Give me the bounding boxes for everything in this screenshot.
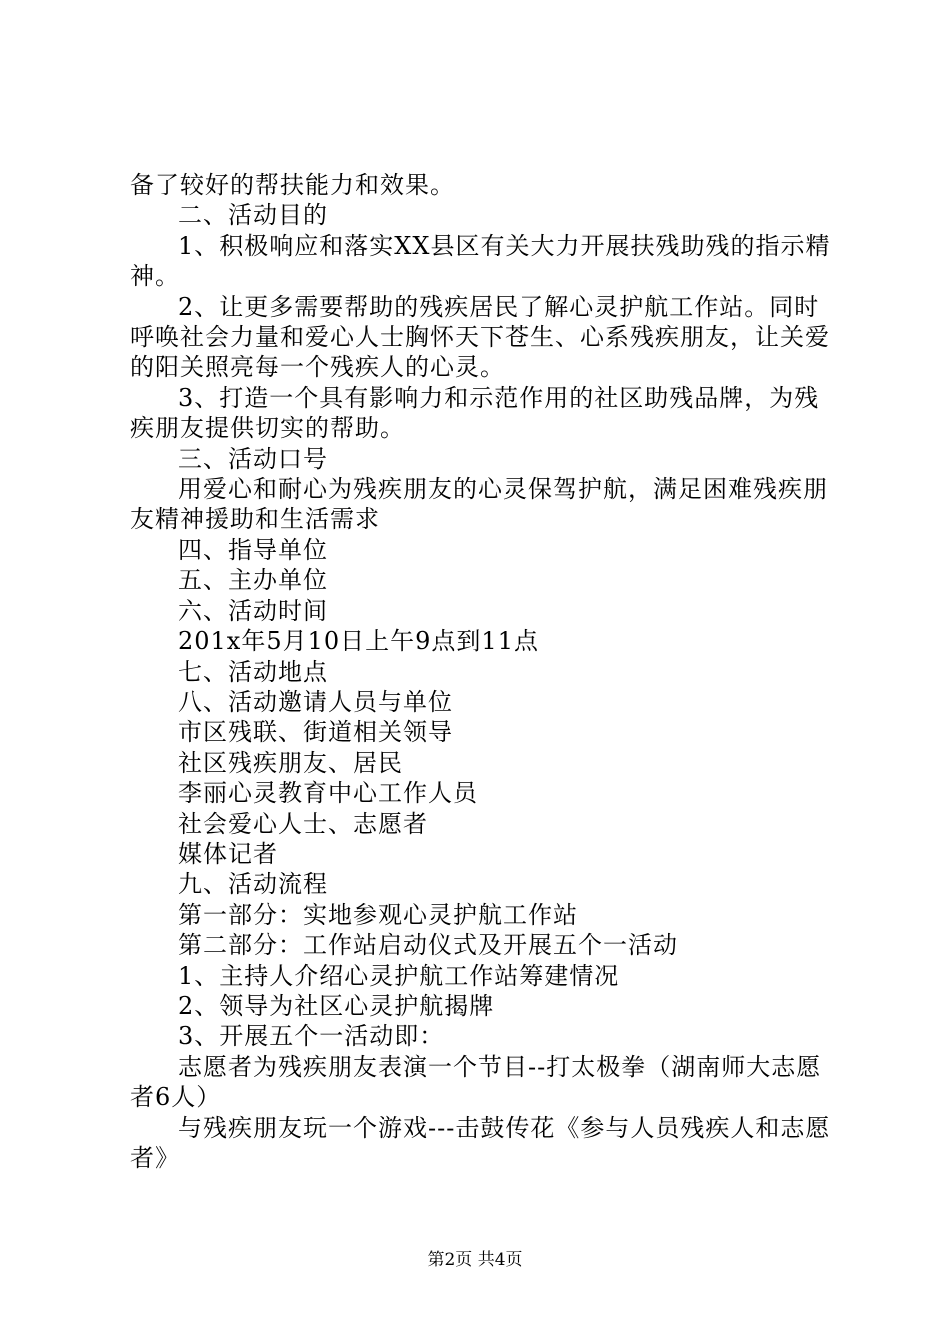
paragraph: 用爱心和耐心为残疾朋友的心灵保驾护航，满足困难残疾朋友精神援助和生活需求 xyxy=(130,475,828,534)
paragraph: 二、活动目的 xyxy=(178,201,328,230)
paragraph: 第二部分：工作站启动仪式及开展五个一活动 xyxy=(178,931,678,960)
paragraph: 3、开展五个一活动即： xyxy=(178,1022,445,1051)
document-body xyxy=(130,170,840,1173)
paragraph: 市区残联、街道相关领导 xyxy=(178,718,453,747)
paragraph: 李丽心灵教育中心工作人员 xyxy=(178,779,478,808)
paragraph: 2、领导为社区心灵护航揭牌 xyxy=(178,991,495,1020)
paragraph: 八、活动邀请人员与单位 xyxy=(178,687,453,716)
paragraph: 三、活动口号 xyxy=(178,444,328,473)
paragraph: 第一部分：实地参观心灵护航工作站 xyxy=(178,900,578,929)
paragraph: 备了较好的帮扶能力和效果。 xyxy=(130,171,455,199)
paragraph: 媒体记者 xyxy=(178,839,278,868)
paragraph: 九、活动流程 xyxy=(178,870,328,899)
paragraph: 志愿者为残疾朋友表演一个节目--打太极拳（湖南师大志愿者6人） xyxy=(130,1052,822,1112)
paragraph: 3、打造一个具有影响力和示范作用的社区助残品牌，为残疾朋友提供切实的帮助。 xyxy=(130,383,820,443)
paragraph: 与残疾朋友玩一个游戏---击鼓传花《参与人员残疾人和志愿者》 xyxy=(130,1113,831,1172)
paragraph: 1、积极响应和落实XX县区有关大力开展扶残助残的指示精神。 xyxy=(130,231,831,291)
page-footer xyxy=(0,1245,950,1270)
paragraph: 201x年5月10日上午9点到11点 xyxy=(178,627,539,656)
paragraph: 社区残疾朋友、居民 xyxy=(178,748,403,777)
paragraph: 社会爱心人士、志愿者 xyxy=(178,809,428,838)
paragraph: 四、指导单位 xyxy=(178,535,328,564)
paragraph: 六、活动时间 xyxy=(178,596,328,625)
page-number: 第2页 共4页 xyxy=(427,1250,523,1270)
paragraph: 2、让更多需要帮助的残疾居民了解心灵护航工作站。同时呼唤社会力量和爱心人士胸怀天下苍生、心系残疾朋友，让关爱的阳关照亮每一个残疾人的心灵。 xyxy=(130,292,830,382)
paragraph: 七、活动地点 xyxy=(178,657,328,686)
paragraph: 五、主办单位 xyxy=(178,566,328,595)
paragraph: 1、主持人介绍心灵护航工作站筹建情况 xyxy=(178,961,620,990)
